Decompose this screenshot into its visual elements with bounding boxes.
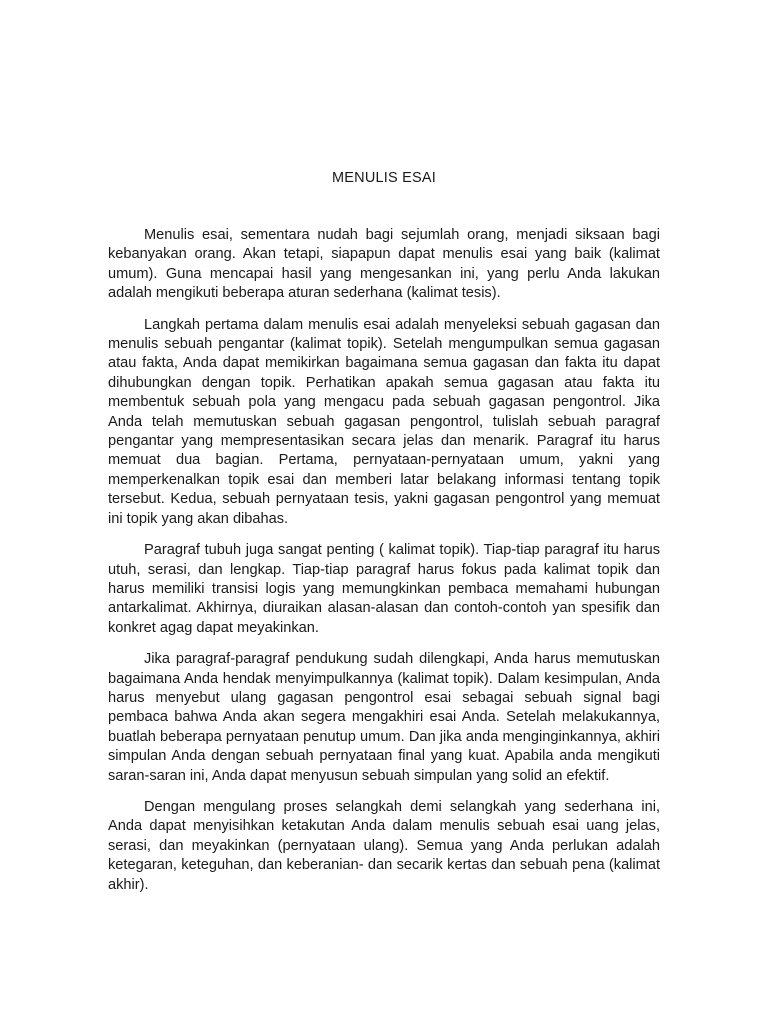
document-title: MENULIS ESAI bbox=[332, 170, 436, 186]
paragraph-body: Paragraf tubuh juga sangat penting ( kalimat topik). Tiap-tiap paragraf itu harus utuh, serasi, dan lengkap. Tiap-tiap paragraf harus fokus pada kalimat topik dan harus memiliki transisi logis yang memungkinkan pembaca memahami hubungan antarkalimat. Akhirnya, diuraikan alasan-alasan dan contoh-contoh yan spesifik dan konkret agag dapat meyakinkan. bbox=[108, 542, 660, 636]
document-body bbox=[108, 226, 660, 907]
paragraph-intro: Menulis esai, sementara nudah bagi sejumlah orang, menjadi siksaan bagi kebanyakan orang. Akan tetapi, siapapun dapat menulis esai yang baik (kalimat umum). Guna mencapai hasil yang mengesankan ini, yang perlu Anda lakukan adalah mengikuti beberapa aturan sederhana (kalimat tesis). bbox=[108, 227, 660, 302]
paragraph-closing: Dengan mengulang proses selangkah demi selangkah yang sederhana ini, Anda dapat menyisihkan ketakutan Anda dalam menulis sebuah esai uang jelas, serasi, dan meyakinkan (pernyataan ulang). Semua yang Anda perlukan adalah ketegaran, keteguhan, dan keberanian- dan secarik kertas dan sebuah pena (kalimat akhir). bbox=[108, 798, 660, 893]
paragraph-conclusion: Jika paragraf-paragraf pendukung sudah dilengkapi, Anda harus memutuskan bagaimana Anda hendak menyimpulkannya (kalimat topik). Dalam kesimpulan, Anda harus menyebut ulang gagasan pengontrol esai sebagai sebuah signal bagi pembaca bahwa Anda akan segera mengakhiri esai Anda. Setelah melakukannya, buatlah beberapa pernyataan penutup umum. Dan jika anda menginginkannya, akhiri simpulan Anda dengan sebuah pernyataan final yang kuat. Apabila anda mengikuti saran-saran ini, Anda dapat menyusun sebuah simpulan yang solid an efektif. bbox=[108, 651, 660, 784]
paragraph-step-one: Langkah pertama dalam menulis esai adalah menyeleksi sebuah gagasan dan menulis sebuah pengantar (kalimat topik). Setelah mengumpulkan semua gagasan atau fakta, Anda dapat memikirkan bagaimana semua gagasan dan fakta itu dapat dihubungkan dengan topik. Perhatikan apakah semua gagasan atau fakta itu membentuk sebuah pola yang mengacu pada sebuah gagasan pengontrol. Jika Anda telah memutuskan sebuah gagasan pengontrol, tulislah sebuah paragraf pengantar yang mempresentasikan secara jelas dan menarik. Paragraf itu harus memuat dua bagian. Pertama, pernyataan-pernyataan umum, yakni yang memperkenalkan topik esai dan memberi latar belakang informasi tentang topik tersebut. Kedua, sebuah pernyataan tesis, yakni gagasan pengontrol yang memuat ini topik yang akan dibahas. bbox=[108, 316, 660, 527]
